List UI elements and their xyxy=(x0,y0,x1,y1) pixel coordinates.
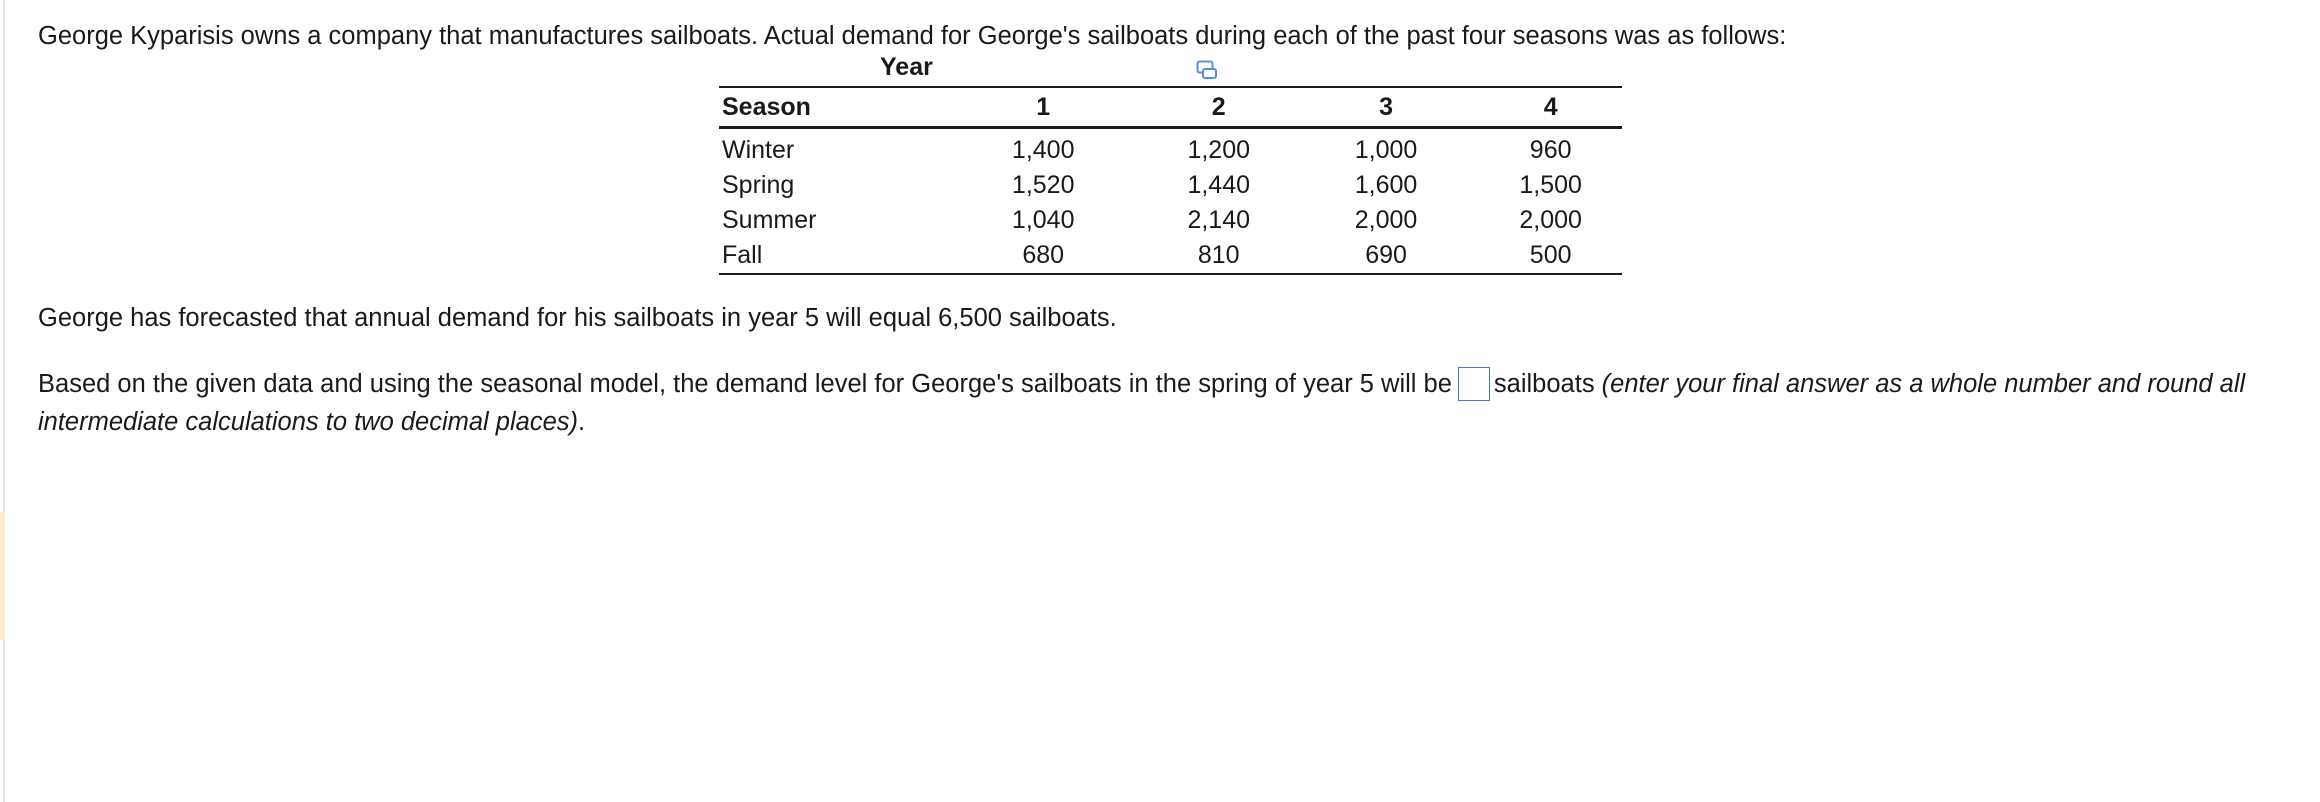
year-1-header: 1 xyxy=(942,87,1145,128)
table-row-winter xyxy=(719,128,1622,169)
value-cell: 1,500 xyxy=(1519,171,1582,199)
year-3-header: 3 xyxy=(1293,87,1480,128)
value-cell: 1,400 xyxy=(1011,136,1075,164)
question xyxy=(38,365,2320,441)
table-row-fall xyxy=(719,238,1622,274)
question-text: Based on the given data and using the seasonal model, the demand level for George's sailboats in the spring of year 5 will be xyxy=(38,370,1452,398)
value-cell: 2,140 xyxy=(1187,206,1251,234)
value-cell: 1,000 xyxy=(1354,136,1418,164)
value-cell: 2,000 xyxy=(1354,206,1418,234)
copy-table-icon[interactable] xyxy=(1196,60,1218,80)
value-cell: 1,040 xyxy=(1011,206,1075,234)
table-header-row xyxy=(719,87,1622,128)
left-border xyxy=(3,0,5,802)
season-column-header: Season xyxy=(719,87,942,128)
year-4-header: 4 xyxy=(1479,87,1622,128)
year-2-header: 2 xyxy=(1145,87,1293,128)
season-cell: Winter xyxy=(722,136,795,164)
forecast-statement: George has forecasted that annual demand for his sailboats in year 5 will equal 6,500 sailboats. xyxy=(38,304,1117,332)
year-label: Year xyxy=(880,53,933,81)
problem-intro: George Kyparisis owns a company that manufactures sailboats. Actual demand for George's sailboats during each of the past four seasons was as follows: xyxy=(38,22,1787,50)
value-cell: 1,200 xyxy=(1187,136,1251,164)
season-cell: Summer xyxy=(722,206,817,234)
instruction-text-2: intermediate calculations to two decimal places) xyxy=(38,408,579,436)
answer-input[interactable] xyxy=(1458,367,1490,401)
season-cell: Spring xyxy=(722,171,795,199)
demand-table xyxy=(719,86,1622,275)
value-cell: 690 xyxy=(1293,238,1480,274)
value-cell: 680 xyxy=(942,238,1145,274)
value-cell: 500 xyxy=(1479,238,1622,274)
value-cell: 2,000 xyxy=(1519,206,1582,234)
left-edge-tab[interactable] xyxy=(0,512,5,640)
value-cell: 1,440 xyxy=(1187,171,1251,199)
question-line-2 xyxy=(38,408,585,436)
value-cell: 810 xyxy=(1145,238,1293,274)
table-row-spring xyxy=(719,168,1622,203)
unit-label: sailboats xyxy=(1493,370,1595,398)
end-punctuation: . xyxy=(578,408,586,436)
season-cell: Fall xyxy=(719,238,942,274)
question-line-1 xyxy=(38,365,2320,403)
table-row-summer xyxy=(719,203,1622,238)
value-cell: 960 xyxy=(1529,136,1572,164)
value-cell: 1,600 xyxy=(1354,171,1418,199)
value-cell: 1,520 xyxy=(1011,171,1075,199)
instruction-text-1: (enter your final answer as a whole number and round all xyxy=(1601,370,2246,398)
